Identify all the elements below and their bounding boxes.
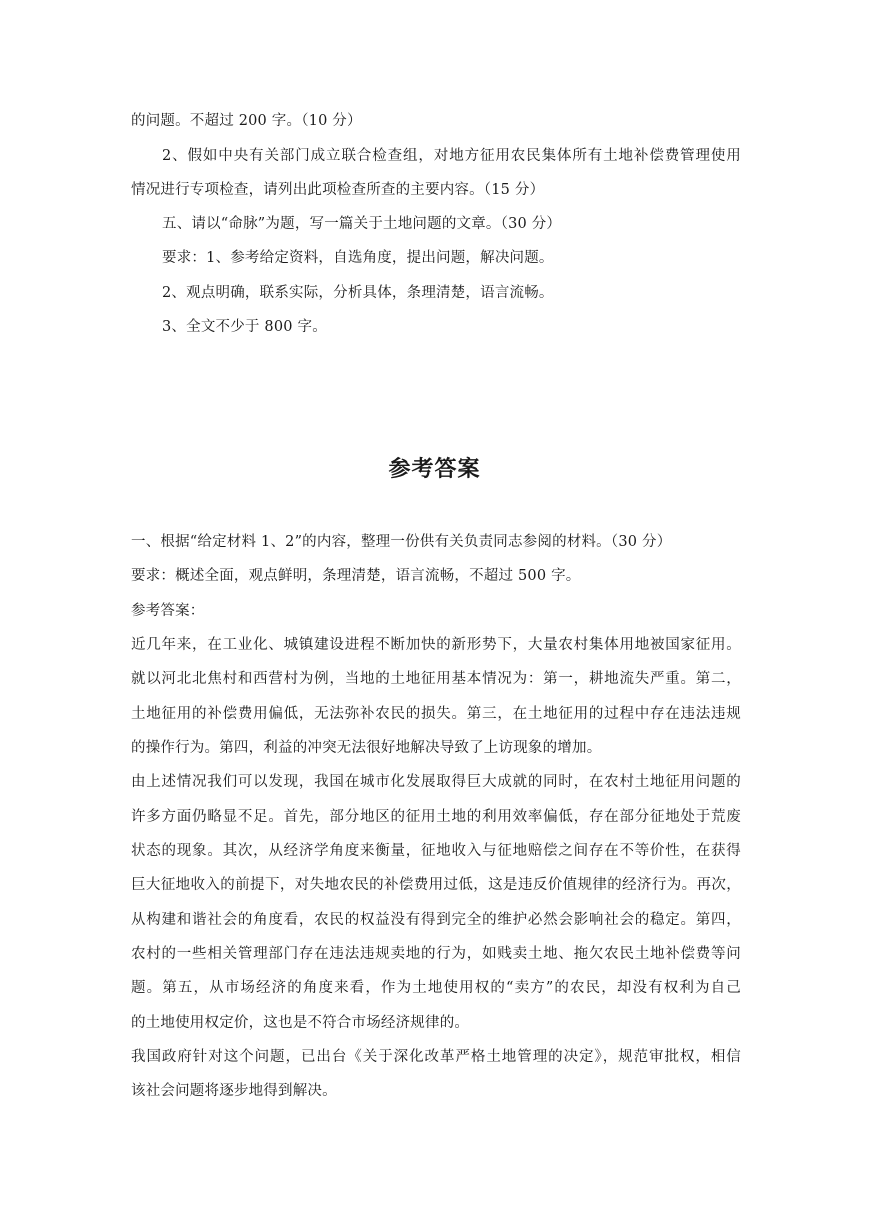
question-2-line: 2、假如中央有关部门成立联合检查组，对地方征用农民集体所有土地补偿费管理使用 xyxy=(162,148,741,164)
answer-paragraph-line: 的操作行为。第四，利益的冲突无法很好地解决导致了上访现象的增加。 xyxy=(131,740,602,756)
answer-paragraph-line: 农村的一些相关管理部门存在违法违规卖地的行为，如贱卖土地、拖欠农民土地补偿费等问 xyxy=(131,946,741,962)
answer-paragraph-line: 从构建和谐社会的角度看，农民的权益没有得到完全的维护必然会影响社会的稳定。第四， xyxy=(131,912,741,928)
requirement-line: 要求：1、参考给定资料，自选角度，提出问题，解决问题。 xyxy=(162,250,554,266)
question-5-heading: 五、请以“命脉”为题，写一篇关于土地问题的文章。（30 分） xyxy=(162,216,562,232)
requirement-line: 3、全文不少于 800 字。 xyxy=(162,319,327,335)
answer-paragraph-line: 状态的现象。其次，从经济学角度来衡量，征地收入与征地赔偿之间存在不等价性，在获得 xyxy=(131,843,741,859)
answer-question-line: 一、根据“给定材料 1、2”的内容，整理一份供有关负责同志参阅的材料。（30 分） xyxy=(131,534,672,550)
answer-paragraph-line: 土地征用的补偿费用偏低，无法弥补农民的损失。第三，在土地征用的过程中存在违法违规 xyxy=(131,706,741,722)
answer-paragraph-line: 近几年来，在工业化、城镇建设进程不断加快的新形势下，大量农村集体用地被国家征用。 xyxy=(131,637,741,653)
answer-requirement-line: 要求：概述全面，观点鲜明，条理清楚，语言流畅，不超过 500 字。 xyxy=(131,568,581,584)
requirement-line: 2、观点明确，联系实际，分析具体，条理清楚，语言流畅。 xyxy=(162,285,554,301)
answer-paragraph-line: 许多方面仍略显不足。首先，部分地区的征用土地的利用效率偏低，存在部分征地处于荒废 xyxy=(131,809,741,825)
answer-paragraph-line: 该社会问题将逐步地得到解决。 xyxy=(131,1083,337,1099)
question-text-line: 的问题。不超过 200 字。（10 分） xyxy=(131,113,362,129)
question-2-line: 情况进行专项检查，请列出此项检查所查的主要内容。（15 分） xyxy=(131,182,545,198)
answer-paragraph-line: 就以河北北焦村和西营村为例，当地的土地征用基本情况为：第一，耕地流失严重。第二， xyxy=(131,671,741,687)
answer-paragraph-line: 由上述情况我们可以发现，我国在城市化发展取得巨大成就的同时，在农村土地征用问题的 xyxy=(131,774,741,790)
answer-title: 参考答案 xyxy=(388,457,481,482)
answer-label: 参考答案： xyxy=(131,603,205,619)
answer-paragraph-line: 题。第五，从市场经济的角度来看，作为土地使用权的“卖方”的农民，却没有权利为自己 xyxy=(131,980,741,996)
answer-paragraph-line: 我国政府针对这个问题，已出台《关于深化改革严格土地管理的决定》，规范审批权，相信 xyxy=(131,1049,741,1065)
answer-paragraph-line: 的土地使用权定价，这也是不符合市场经济规律的。 xyxy=(131,1015,470,1031)
answer-paragraph-line: 巨大征地收入的前提下，对失地农民的补偿费用过低，这是违反价值规律的经济行为。再次， xyxy=(131,877,741,893)
